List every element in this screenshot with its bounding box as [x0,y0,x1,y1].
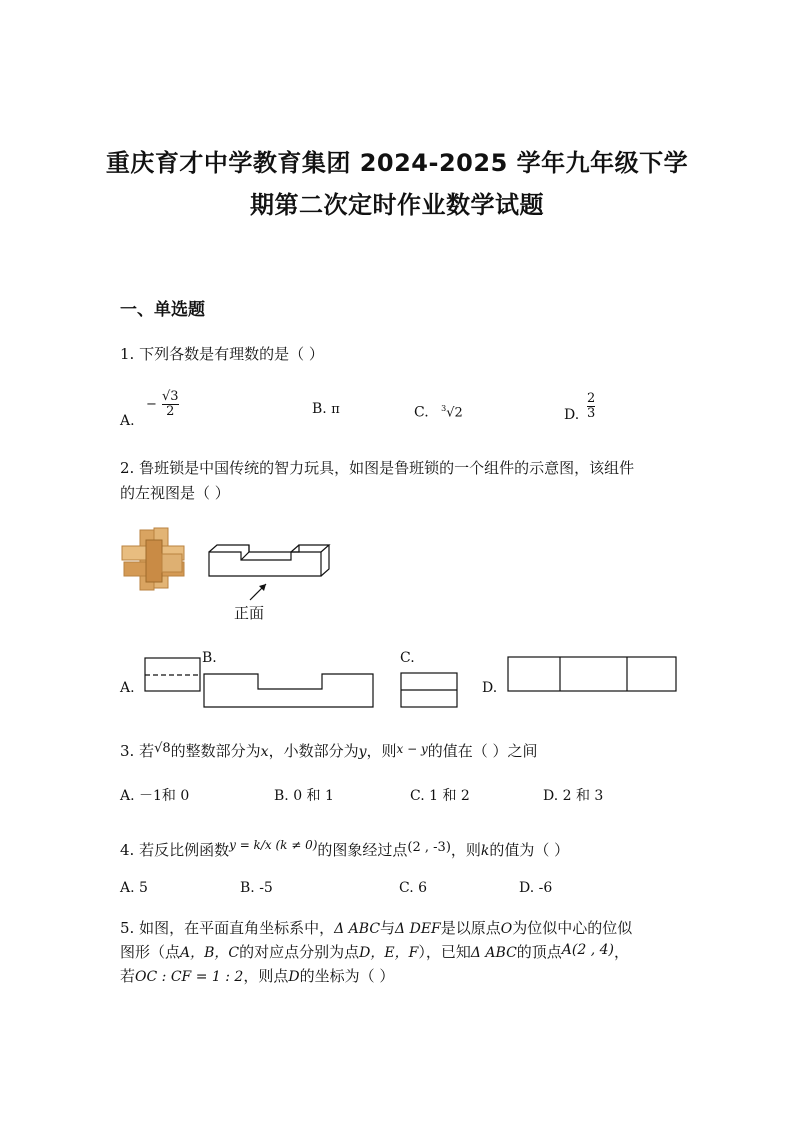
q5-point-a: A(2 , 4) [561,942,614,958]
q3-option-a: A. －1和 0 [120,788,190,804]
q5-l3-text-b: ，则点 [243,967,289,985]
q1-a-fraction [162,390,179,419]
q3-expression: x − y [396,742,428,756]
q5-l3-text-a: 若 [120,967,136,985]
q3-stem [120,740,538,761]
q1-d-fraction [587,392,595,421]
q2-stem-line2: 的左视图是（ ） [120,484,230,502]
q1-d-denominator: 3 [587,406,596,421]
q4-option-d: D. -6 [519,880,553,896]
q2-option-d-label: D. [482,680,498,696]
q1-c-index: 3 [441,404,447,413]
q5-l1-text-a: 5. 如图，在平面直角坐标系中， [120,919,335,937]
q1-c-radical: √2 [446,405,463,421]
q1-option-b [312,401,340,417]
q2-option-b-figure [202,672,376,710]
q5-origin-o: O [500,921,513,937]
q5-line1 [120,917,632,938]
q3-text-4: ，则 [366,742,397,760]
q3-var-y: y [358,744,367,760]
q5-l2-text-c: ），已知 [418,943,471,961]
q5-line3 [120,965,394,986]
q1-stem: 1. 下列各数是有理数的是（ ） [120,345,324,363]
q3-option-c: C. 1 和 2 [410,788,470,804]
page-title-line2: 期第二次定时作业数学试题 [250,191,544,219]
q5-l2-text-b: 的对应点分别为点 [239,943,360,961]
q2-stem-line1: 2. 鲁班锁是中国传统的智力玩具，如图是鲁班锁的一个组件的示意图，该组件 [120,459,635,477]
q4-option-a: A. 5 [120,880,148,896]
q5-triangle-abc: Δ ABC [334,921,381,937]
q4-option-b: B. -5 [240,880,273,896]
q3-text-1: 3. 若 [120,742,155,760]
q5-l3-text-c: 的坐标为（ ） [299,967,395,985]
q1-option-a-label: A. [120,413,135,429]
q4-text-3: ，则 [450,841,481,859]
q5-ratio: OC : CF = 1 : 2 [135,969,244,985]
q3-root: √8 [154,741,171,756]
q5-point-d: D [288,969,300,985]
q5-line2 [120,941,629,962]
front-arrow [248,580,270,602]
q5-l2-text-e: ， [614,943,630,961]
q4-text-1: 4. 若反比例函数 [120,841,230,859]
q1-option-d-value [587,392,595,421]
q2-option-b-label: B. [202,650,217,666]
q4-point: (2 , -3) [407,840,451,855]
q4-text-4: 的值为（ ） [489,841,570,859]
q5-triangle-def: Δ DEF [395,921,441,937]
q1-c-label: C. [414,404,429,421]
q3-text-2: 的整数部分为 [170,742,261,760]
component-3d-sketch [205,540,335,585]
luban-lock-photo [118,524,188,596]
q5-l1-text-c: 是以原点 [440,919,501,937]
section-heading: 一、单选题 [120,300,205,320]
q5-points-def: D，E，F [359,945,419,961]
q5-l1-text-b: 与 [380,919,396,937]
q5-points-abc: A，B，C [180,945,240,961]
q2-option-a-label: A. [120,680,135,696]
q1-a-denominator: 2 [166,404,175,419]
q4-function: y = k/x (k ≠ 0) [229,838,318,852]
q4-var-k: k [480,843,490,859]
q1-b-label: B. [312,401,327,417]
q1-d-numerator: 2 [587,391,596,406]
q3-var-x: x [260,744,269,760]
q5-l1-text-d: 为位似中心的位似 [512,919,633,937]
q2-option-c-label: C. [400,650,415,666]
page-title-line1: 重庆育才中学教育集团 2024-2025 学年九年级下学 [105,149,689,177]
q5-triangle-abc-2: Δ ABC [470,945,517,961]
q1-option-c [414,404,463,421]
q5-l2-text-d: 的顶点 [516,943,562,961]
q1-option-d-label: D. [564,407,580,423]
q1-a-numerator: √3 [162,389,179,404]
front-label: 正面 [234,604,265,622]
q1-option-a-value [146,390,179,419]
q3-text-3: ，小数部分为 [268,742,359,760]
q2-option-c-figure [400,672,460,710]
q4-text-2: 的图象经过点 [317,841,408,859]
q1-b-value: π [331,402,340,417]
q5-l2-text-a: 图形（点 [120,943,181,961]
q2-option-a-figure [144,657,202,693]
q4-stem [120,838,569,860]
q3-option-b: B. 0 和 1 [274,788,334,804]
q4-option-c: C. 6 [399,880,428,896]
q3-option-d: D. 2 和 3 [543,788,604,804]
q3-text-5: 的值在（ ）之间 [427,742,538,760]
q1-a-sign: − [146,397,157,412]
q2-option-d-figure [507,656,679,694]
